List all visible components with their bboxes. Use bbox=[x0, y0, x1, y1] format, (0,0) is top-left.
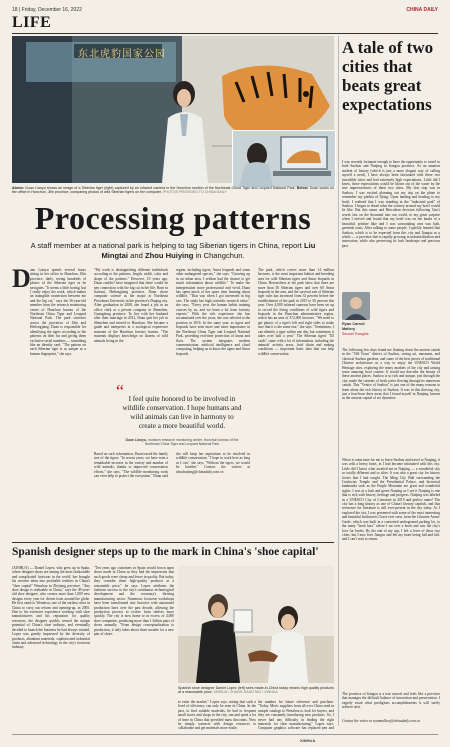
caption-label-below: Below: bbox=[296, 186, 309, 190]
column-title: A tale of two cities that beats great expectations bbox=[342, 38, 434, 114]
dek-author2: Zhou Huiying bbox=[144, 251, 194, 260]
quote-attr-name: Duan Lianyu, bbox=[125, 438, 147, 442]
main-body-col5: Based on such information, Duan traced the family tree of the tigers. "In recent years, we have seen a remarkable increase in the variety and number of wild animals, thanks to improved conservation efforts," she says. "The wildlife monitoring work can even help to protect the ecosystem." Duan said she will keep her aspirations to be involved in wildlife conservation. "I hope to work here as long as I can," she says. "Without the tigers, we would be lonelier." Contact the writers at zhouhuiying@chinadaily.com.cn bbox=[94, 452, 250, 479]
story2-photo bbox=[178, 566, 334, 683]
story2-caption-text: Spanish shoe designer Daniel Lopez (left) sees made-in-China today means high quality products at a reasonable price. bbox=[178, 686, 334, 695]
inset-photo-illustration bbox=[233, 131, 335, 187]
story2-col3: to enter the market," Lopez says, noting that such a level of efficiency can only be seen in China. In the past, to find suitable materials, he had to frequent small stores and shops in the city, run and spent a lot of time in China that provided mass discounts. Now he simply connects with design resources to collaborate and get materials more easily. bbox=[178, 700, 256, 730]
footer-rule bbox=[12, 734, 438, 735]
sign-text: 东北虎豹国家公园 bbox=[78, 49, 166, 60]
main-headline: Processing patterns bbox=[34, 200, 312, 236]
column-body-part1b bbox=[376, 292, 440, 344]
main-body-col3: region, including tigers, Amur leopards and some other endangered species," she says. "Growing up in an urban area, I seldom had the chance to get much information about wildlife." To make the interpretation more professional and vivid, Duan has spent much of her spare time learning about wildlife. "That was when I got interested in big cats. The study has high scientific research value," she says. "Every year, the human habits training courses by us, and we learn a lot from forestry experts." With the rich experience she has accumulated over the years, she was selected to the position in 2016. In the same year, as tigers and leopards have seen more and more importance in the Northeast China Tiger and Leopard National Park, providing real-time protection of fauna and flora. The system integrates modern communication, artificial intelligence and cloud computing, helping us to know the tigers and Amur leopards. bbox=[176, 268, 250, 356]
quote-mark-icon: “ bbox=[116, 381, 124, 401]
main-body-col4: The park, which covers more than 14 million hectares, is the most important habitat and breeding area for wild Siberian tigers and Amur leopards in China. Researchers at the park show that there are more than 50 Siberian tigers and over 60 Amur leopards in the area, and the survival rate of Siberian tiger cubs has increased from 33 percent before the establishment of the park in 2015 to 50 percent this year. Over 4,000 infrared cameras have been set up to record the living conditions of wild tigers and leopards in the Hunchun administrative region, which has an area of 372,000 hectares. "We need to get photos of a tiger's left and right sides to make sure that it is the same one," she says. "Sometimes, I can identify a tiger within one day, but sometimes it takes over half a year." The Siberian tigers' "ID cards" come with a lot of information, including the animals' activity areas, food chain and mating conditions — important basic data that can help wildlife conservation. bbox=[258, 268, 334, 356]
dek-and: and bbox=[130, 251, 143, 260]
column-divider bbox=[338, 36, 339, 726]
dek-place: in Changchun. bbox=[195, 251, 245, 260]
caption-label-above: Above: bbox=[12, 186, 25, 190]
column-author-role: Second Thoughts bbox=[342, 332, 369, 336]
photo-caption bbox=[12, 186, 334, 195]
story2-photo-illustration bbox=[178, 566, 334, 683]
story2-credit: XINHUA / ZHANG JIANGTAO / XINHUA bbox=[213, 690, 278, 695]
page-date: 18 | Friday, December 16, 2022 bbox=[12, 7, 82, 13]
dek-line1: A staff member at a national park is helping to tag Siberian tigers in China, bbox=[30, 241, 280, 250]
drop-cap: D bbox=[12, 264, 31, 293]
column-body-part3: When it came time for me to leave Suzhou and travel to Nanjing, it was with a heavy heart, as I had become infatuated with this city. Little did I know what awaited me in Nanjing — a wonderful city so totally different and so alive. It was also a great city for history lovers that I had sought. The Ming City Wall surrounding the Confucius Temple and the Presidential Palace, and historical landmarks such as the Purple Mountain are great and wonderful sights. I was at a lush and green Nanjing as I see it Nanjing is one that is rich with history, heritage and progress. Nanjing was labeled as a UNESCO City of Literature in 2019 and perfect name! The city has a long history as one of China's literary capitals, and that reverence for literature is still ever-present in the city today. As I explored the city, I was presented with some of the most interesting and beautiful bookstores I have ever seen, from the Librairie Avant-Garde, which was built in a converted underground parking lot, to the many "book bars" where I sat over a book and saw the city's love for books. By the end of my trip, I left a lover of these two cities, but I now love Jiangsu and left my heart being full and full, and I can't wait to return. bbox=[342, 458, 440, 542]
pull-quote: I feel quite honored to be involved in wildlife conservation. I hope humans and wild animals can live in harmony to create a more beautiful world. bbox=[122, 395, 242, 430]
main-dek bbox=[30, 241, 316, 261]
story2-rule bbox=[12, 542, 334, 543]
column-body-part4: The province of Jiangsu is a true marvel and feels like a province that manages the difficult balance of innovation and preservation. I eagerly await what prodigious accomplishments it will surely achieve next. bbox=[342, 692, 440, 710]
story2-col1: (XINHUA) — Daniel Lopez, who grew up in Spain, where designer shoes are among the most fashionable and complicated footwear in the world, has brought his creative ideas into profitable realities in China's "shoe capital" Wenzhou in Zhejiang province. "Any shoe design is realizable in China," says the 49-year-old shoe designer, who creates more than 1,000 new designs every year for clients from around the globe. He first came to Wenzhou, one of the earliest cities in China to carry out reform and opening-up, in 2005. Due to his extensive experience working with shoe manufacturers and his reputation for quality resources, the designer quickly sensed the unique potential of China's shoe industry, and eventually decided to launch the business he had always wanted. Lopez was greatly impressed by the diversity of products, abundant materials, sophisticated industrial chain and advanced technology in the city's footwear industry. bbox=[12, 566, 90, 650]
column-contact: Contact the writer at ryanmallery@chinadaily.com.cn bbox=[342, 719, 420, 723]
story2-col2: "Ten years ago customers in Spain would frown upon shoes made in China as they had the impression that such goods were cheap and lower in quality. But today, they consider them high-quality products at a reasonable price," he says. Lopez attributes the fashions success to the city's continuous technological development and the economy's thriving manufacturing sector. Numerous footwear workshops have been transformed into factories with automated production lines over the past decade, allowing the production process to evolve from shelves more quickly. The city is now home to in excess of 4,000 shoe companies, producing more than 1 billion pairs of shoes annually. "From design conceptualization to production, it only takes about three months for a new pair of shoes bbox=[94, 566, 174, 637]
dek-author1: Liu Mingtai bbox=[101, 241, 316, 260]
story2-caption bbox=[178, 686, 334, 695]
brand-name: CHINA DAILY bbox=[406, 7, 438, 13]
column-body-part2: The following few days found me floating down the ancient canals in the "Old Town" district of Suzhou, seeing art, museums, and classical Suzhou gardens, and some of the best pieces of traditional Chinese architecture as a way to enjoy the UNESCO World Heritage sites, exploring the many markets of the city and tasting some amazing local cuisine. It would not describe the beauty of these ancient places. Suzhou is so rich and unique, just through the city, made the currents of fresh water flowing through its numerous canals. This "Venice of Suzhou" is just one of the many reasons to learn about the rich history of Suzhou. It was in this thriving city, just a four-hour drive away that I found myself in Nanjing, known as the ancient capital of six dynasties. bbox=[342, 348, 440, 401]
section-title: LIFE bbox=[12, 14, 52, 31]
main-body-col1-text: uan Lianyu spends several hours sitting in her office in Hunchun, Jilin province, daily, seeing hundreds of photos of the Siberian tiger as he navigates. "It seems a little boring, but I really enjoy the work, which makes an intangible connection between me and the big cat," says the 36-year-old member from the research monitoring center of Hunchun bureau of the Northeast China Tiger and Leopard National Park. The park stretches across the provinces of Jilin and Heilongjiang. Duan is responsible for identifying the tigers according to the patterns on their fur and giving them exclusive serial numbers — something like an identity card. "The pattern on each Siberian tiger is as unique as a human fingerprint," she says. bbox=[30, 268, 86, 356]
avatar-illustration bbox=[342, 292, 370, 320]
column-author-name: Ryan Carroll Mallery bbox=[342, 322, 365, 331]
story2-agency: XINHUA bbox=[300, 738, 316, 743]
header-rule bbox=[12, 33, 438, 34]
caption-text-below: Duan works on the office in Hunchun, Jilin province, comparing photos of wild Siberian tigers on the computer. bbox=[12, 186, 335, 195]
dek-report: report bbox=[282, 241, 302, 250]
story2-col4: the number for future reference and purchase. "Today, Moric suppliers from all over China send in sample catalogs to Wenzhou to look for buyers, and they are constantly introducing new products. So, I never had any difficulty in finding the right materials for shoe manufacturing," Lopez says. Computer graphics software has replaced pen and bbox=[258, 700, 334, 730]
column-body-part1: I was recently fortunate enough to have the opportunity to travel to both Suzhou and Nanjing in Jiangsu province. As an amateur student of history (which is just a more elegant way of calling myself a nerd), I have always been fascinated with these two incredible cities and had extremely high expectations. Little did I know, those expectations would be blown out of the water by the true impressiveness of these two cities. My first stop was in Suzhou. I was excited planning out my trip on the plane to remember my phobia of flying. Upon landing and heading to my hotel, I realized that I was standing in the "industrial park" of Suzhou. I began to dread what the scenery around my hotel would be like. But this smart and Herculean decision following Gao's words fast on the thousand into our world, to my great surprise when I arrived and found that my hotel was on the banks of a beautiful, pristine lake and I was surrounding area was lush, greenish oasis. After talking to some people, I quickly learned that Suzhou, which is to be expected from this city and Jiangsu as a whole — a province that is rapidly growing in industrialization and innovation, while also preserving its lush landscape and precious past. bbox=[342, 160, 440, 248]
pull-quote-attribution bbox=[118, 438, 246, 446]
main-body-col1 bbox=[12, 264, 86, 356]
quote-attr-role: monitors research monitoring center, Hunchun bureau of the Northeast China Tiger and Leopard National Park bbox=[144, 438, 239, 446]
photo-credit: PHOTOS PROVIDED TO CHINA DAILY bbox=[162, 190, 227, 195]
caption-text-above: Duan Lianyu shows an image of a Siberian tiger (right) captured by an infrared camera in the Hunchun section of the Northeast China Tiger and Leopard National Park. bbox=[25, 186, 296, 190]
author-avatar bbox=[342, 292, 370, 320]
story2-headline: Spanish designer steps up to the mark in China's 'shoe capital' bbox=[12, 546, 319, 558]
main-body-col2: "My work is distinguishing different individuals according to the patterns, length, width, color and shape of the patterns." However, 10 years ago, Duan couldn't have imagined that there would be any connection with the big cat in her life. Born in Jiamusi, Heilongjiang province, Duan chose computer science as her major at Northeast Petroleum University in the province's Daqing city. After graduation in 2008, she found a job as an office clerk at a private company in Shenzhen, Guangdong province. To live with her husband after their marriage in 2012, Duan quit her job in Shenzhen and moved to Hunchun. She became a guide and interpreter at a zoological experience museum of the Hunchun forestry bureau. "The museum displays knowledge on dozens of wild animals living in the bbox=[94, 268, 168, 343]
inset-photo bbox=[232, 130, 336, 188]
